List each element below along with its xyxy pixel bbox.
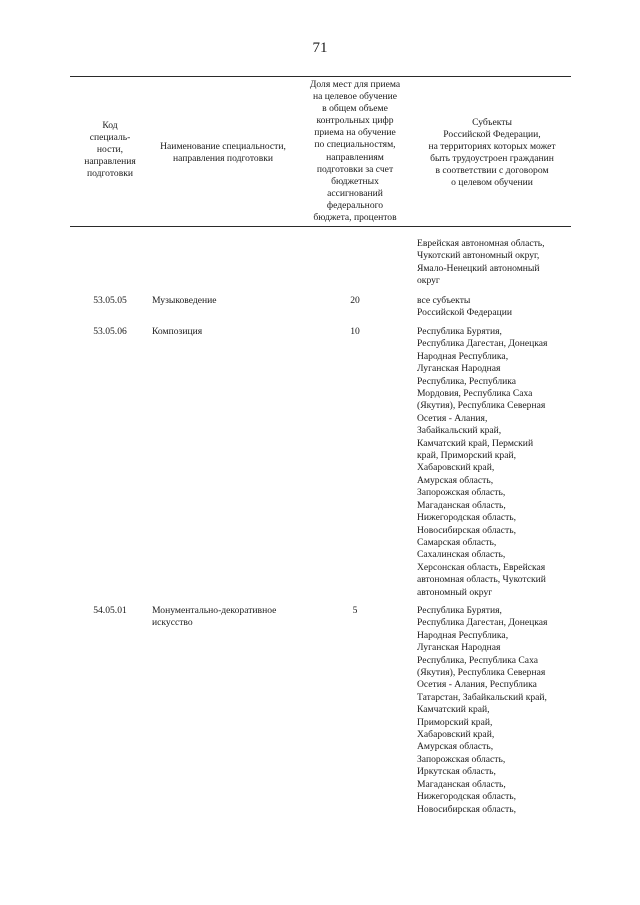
- row-share: 10: [350, 326, 360, 337]
- row-share: 20: [350, 295, 360, 306]
- row-code: 53.05.06: [93, 326, 127, 337]
- header-top-rule: [70, 76, 571, 77]
- row-subjects: Республика Бурятия, Республика Дагестан, Донецкая Народная Республика, Луганская Народная Республика, Республика Саха (Якутия), Республика Северная Осетия - Алания, Республика Татарстан, Забайкальский край, Камчатский край, Приморский край, Хабаровский край, Амурская область, Запорожская область, Иркутская область, Магаданская область, Нижегородская область, Новосибирская область,: [417, 605, 548, 815]
- page-number: 71: [312, 40, 328, 56]
- row-name: Музыковедение: [152, 295, 217, 306]
- header-name: Наименование специальности, направления подготовки: [160, 141, 286, 165]
- header-code: Код специаль- ности, направления подготовки: [84, 120, 136, 180]
- row-name: Композиция: [152, 326, 203, 337]
- row-code: 53.05.05: [93, 295, 127, 306]
- row-code: 54.05.01: [93, 605, 127, 616]
- row-share: 5: [352, 605, 358, 616]
- row-subjects: все субъекты Российской Федерации: [417, 295, 512, 319]
- header-bottom-rule: [70, 226, 571, 227]
- row-name: Монументально-декоративное искусство: [152, 605, 277, 629]
- row-subjects: Республика Бурятия, Республика Дагестан, Донецкая Народная Республика, Луганская Народная Республика, Республика Мордовия, Республика Саха (Якутия), Республика Северная Осетия - Алания, Забайкальский край, Камчатский край, Пермский край, Приморский край, Хабаровский край, Амурская область, Запорожская область, Магаданская область, Нижегородская область, Новосибирская область, Самарская область, Сахалинская область, Херсонская область, Еврейская автономная область, Чукотский автономный округ: [417, 326, 548, 598]
- header-subjects: Субъекты Российской Федерации, на территориях которых может быть трудоустроен гражданин в соответствии с договором о целевом обучении: [428, 117, 556, 189]
- row-subjects: Еврейская автономная область, Чукотский автономный округ, Ямало-Ненецкий автономный округ: [417, 238, 545, 287]
- header-share: Доля мест для приема на целевое обучение в общем объеме контрольных цифр приема на обучение по специальностям, направлениям подготовки за счет бюджетных ассигнований федерального бюджета, процентов: [309, 79, 401, 224]
